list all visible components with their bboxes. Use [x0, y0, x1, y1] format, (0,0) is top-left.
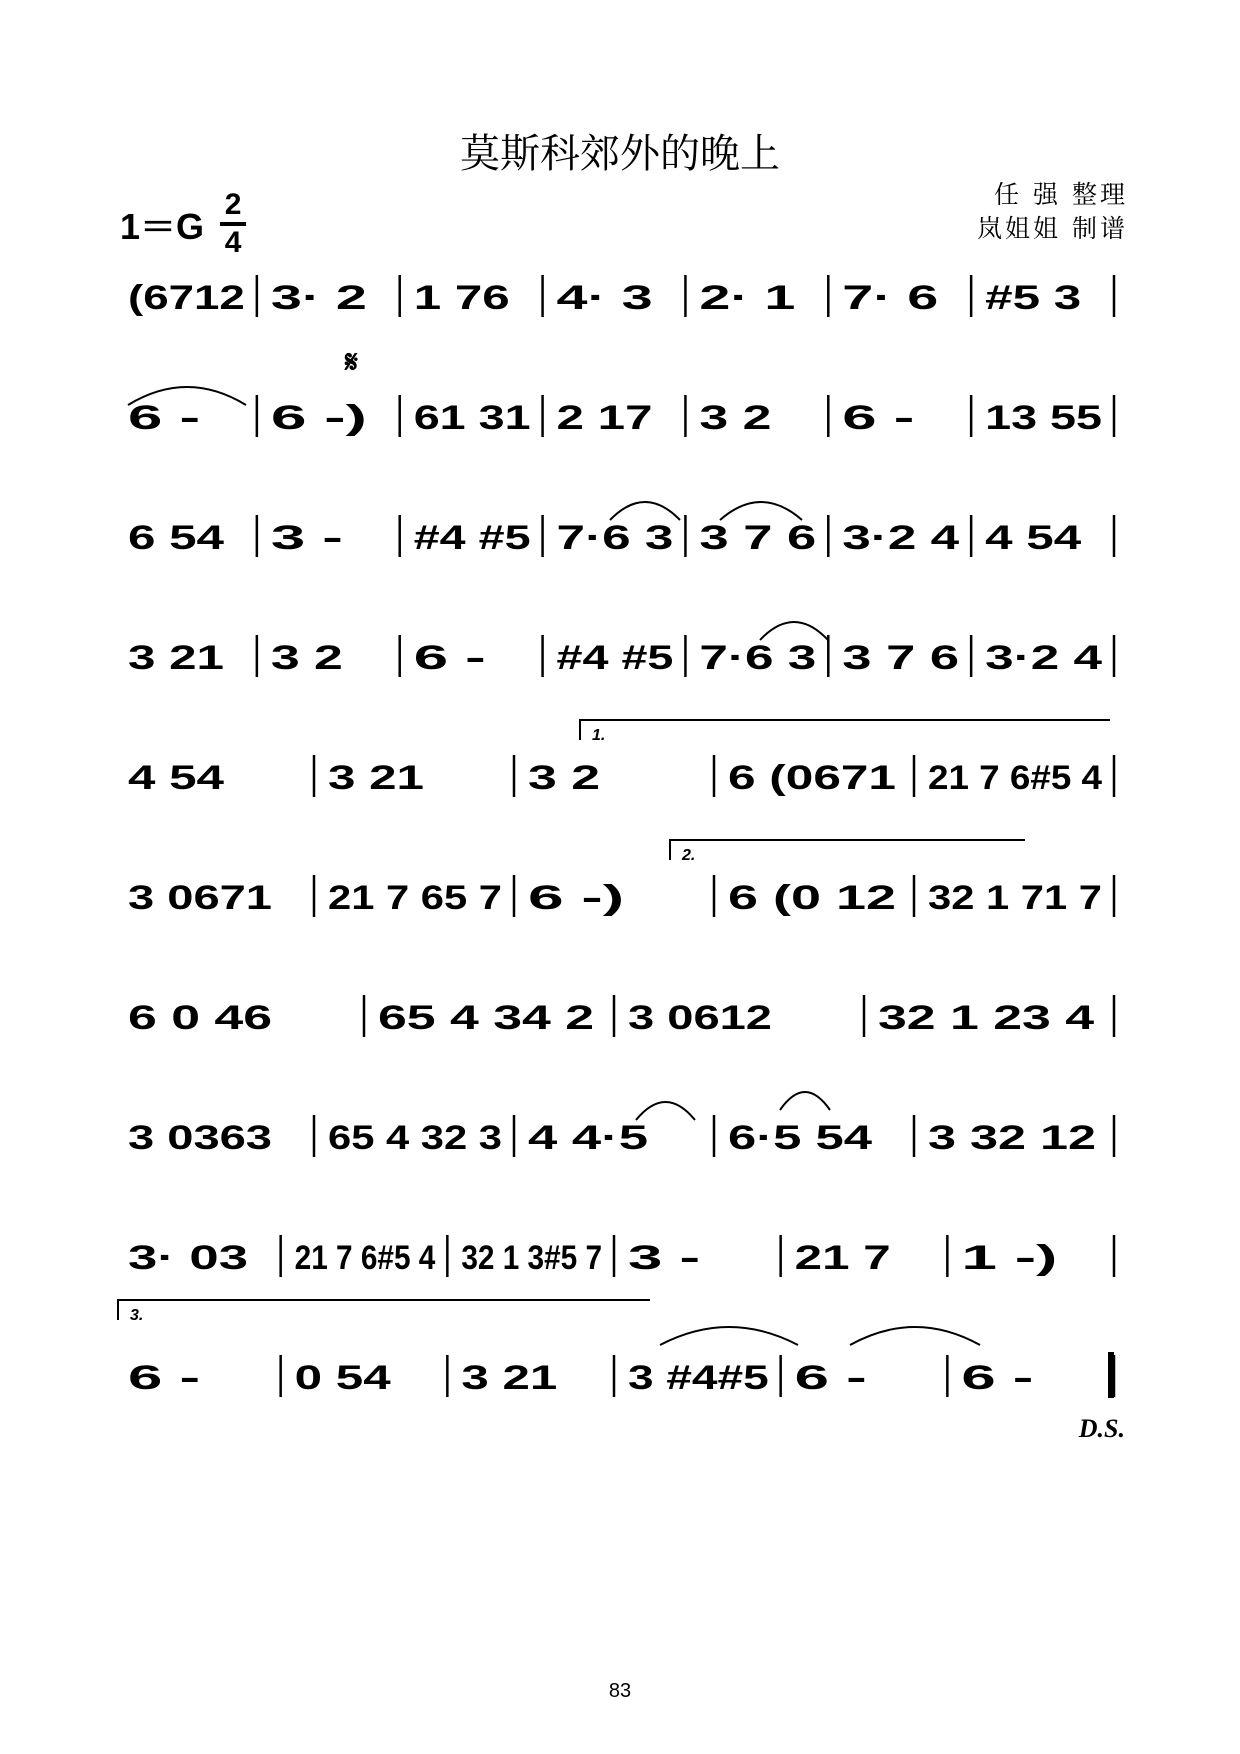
measure: 3· 03 [128, 1239, 248, 1277]
score-row [128, 1355, 1114, 1397]
measure: 4 4·5 [528, 1119, 648, 1157]
slur [780, 1092, 830, 1110]
measure: 32 1 23 4 [878, 999, 1095, 1037]
measure: 65 4 32 3 [328, 1119, 502, 1157]
score-rows [128, 275, 1114, 1397]
measure: 4 54 [128, 759, 225, 797]
slur [610, 502, 680, 520]
measure: 1 -) [961, 1239, 1058, 1277]
measure: 3 - [270, 519, 343, 557]
measure: 3 21 [128, 639, 224, 677]
measure: 3 - [628, 1239, 700, 1277]
slur [660, 1327, 798, 1345]
measure: 32 1 3#5 7 [461, 1239, 602, 1277]
measure: 3 0612 [628, 999, 772, 1037]
score-title: 莫斯科郊外的晚上 [460, 131, 780, 177]
measure: 6 - [961, 1359, 1034, 1397]
score-row [128, 395, 1114, 437]
score-row [128, 1235, 1114, 1277]
measure: 6 - [128, 1359, 200, 1397]
slur [636, 1102, 695, 1120]
measure: 6 - [128, 399, 200, 437]
measure: 32 1 71 7 [928, 879, 1102, 917]
measure: 3 7 6 [699, 519, 817, 557]
volta-number: 1. [592, 727, 606, 744]
measure: 21 7 6#5 4 [294, 1239, 436, 1277]
measure: 6 -) [528, 879, 624, 917]
measure: 0 54 [294, 1359, 391, 1397]
measure: 65 4 34 2 [378, 999, 594, 1037]
measure: #4 #5 [556, 639, 674, 677]
measure: 3 #4#5 [628, 1359, 769, 1397]
volta-bracket [580, 720, 1110, 740]
arranger-credit: 任 强 整理 [994, 180, 1128, 209]
slur [850, 1327, 980, 1345]
volta-bracket [670, 840, 1025, 860]
measure: 6 - [842, 399, 915, 437]
measure: 7·6 3 [699, 639, 817, 677]
measure: 7· 6 [842, 279, 939, 317]
measure: 3·2 4 [985, 639, 1103, 677]
measure: 3 0671 [128, 879, 272, 917]
volta-number: 2. [682, 847, 696, 864]
measure: 6 - [794, 1359, 867, 1397]
measure: 21 7 65 7 [328, 879, 502, 917]
score-row [128, 275, 1114, 317]
measure: 13 55 [985, 399, 1102, 437]
volta-bracket [118, 1300, 650, 1320]
measure: 6 -) [270, 399, 367, 437]
score-row [128, 995, 1114, 1037]
measure: 3 21 [328, 759, 424, 797]
measure: 3· 2 [270, 279, 367, 317]
time-bottom: 4 [224, 226, 242, 259]
page-number: 83 [608, 1680, 632, 1702]
score-row [128, 635, 1114, 677]
slur [720, 502, 802, 520]
measure: 4· 3 [556, 279, 653, 317]
volta-number: 3. [130, 1307, 144, 1324]
measure: 7·6 3 [556, 519, 674, 557]
measure: 6 (0 12 [728, 879, 896, 917]
measure: 21 7 [794, 1239, 891, 1277]
measure: 21 7 6#5 4 [928, 759, 1103, 797]
score-row [128, 755, 1114, 797]
measure: 3 7 6 [842, 639, 960, 677]
measure: 3 2 [528, 759, 600, 797]
measure: (6712 [128, 279, 245, 317]
slur [760, 622, 828, 640]
measure: 3 32 12 [928, 1119, 1096, 1157]
measure: 2 17 [556, 399, 653, 437]
measure: 6 54 [128, 519, 225, 557]
time-top: 2 [224, 188, 242, 221]
measure: 3 2 [699, 399, 772, 437]
measure: #5 3 [985, 279, 1082, 317]
measure: 3 21 [461, 1359, 558, 1397]
segno-sign: 𝄋 [345, 346, 358, 379]
measure: 3 2 [270, 639, 343, 677]
score-row [128, 875, 1114, 917]
measure: 6 (0671 [728, 759, 896, 797]
measure: 6 0 46 [128, 999, 272, 1037]
measure: #4 #5 [413, 519, 531, 557]
score-row [128, 515, 1114, 557]
measure: 61 31 [413, 399, 531, 437]
measure: 2· 1 [699, 279, 796, 317]
measure: 6 - [413, 639, 486, 677]
typesetter-credit: 岚姐姐 制谱 [977, 214, 1128, 243]
measure: 4 54 [985, 519, 1082, 557]
measure: 3 0363 [128, 1119, 272, 1157]
key-tonic: 1＝G [120, 205, 205, 247]
measure: 6·5 54 [728, 1119, 873, 1157]
measure: 1 76 [413, 279, 510, 317]
ds-mark: D.S. [1078, 1414, 1125, 1443]
measure: 3·2 4 [842, 519, 960, 557]
score-row [128, 1115, 1114, 1157]
final-barline [1108, 1352, 1114, 1398]
